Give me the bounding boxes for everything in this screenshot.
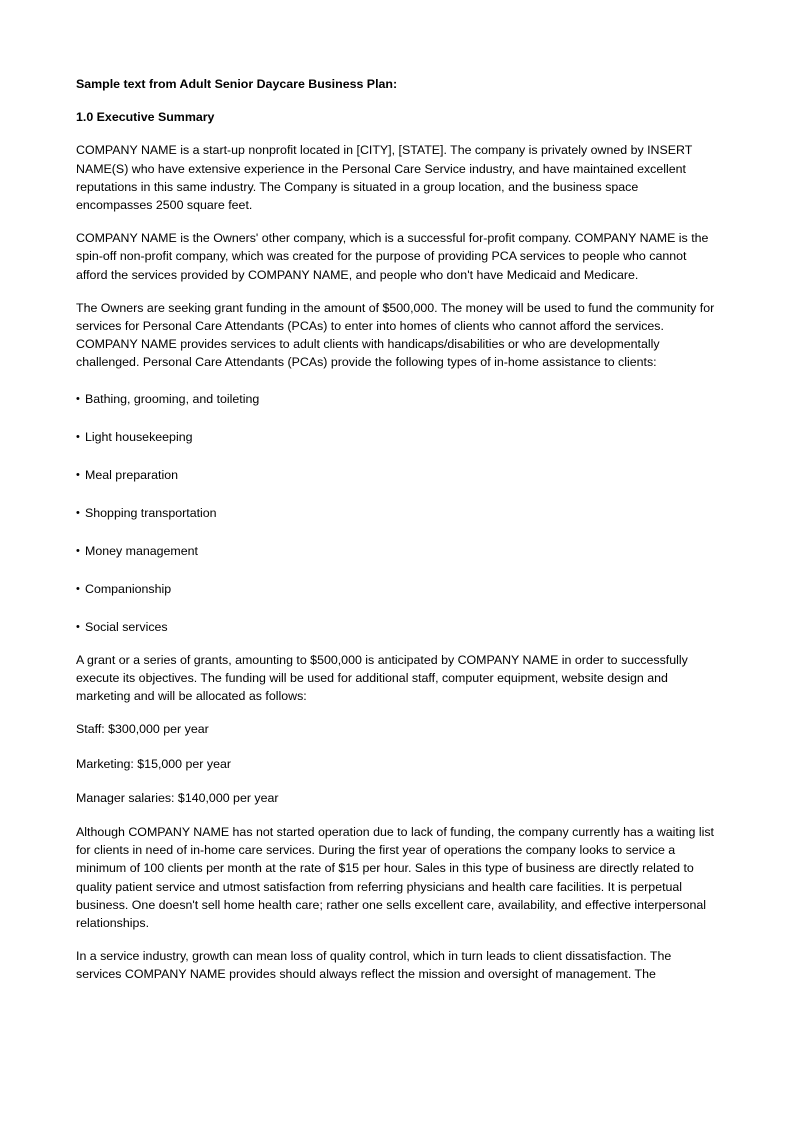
list-item-text: Social services	[85, 619, 168, 634]
list-item	[76, 542, 716, 560]
bullet-icon: •	[76, 544, 80, 557]
paragraph-owners-company: COMPANY NAME is the Owners' other company, which is a successful for-profit company. COMPANY NAME is the spin-off non-profit company, which was created for the purpose of providing PCA services to people who cannot afford the services provided by COMPANY NAME, and people who don't have Medicaid and Medicare.	[76, 231, 709, 282]
bullet-icon: •	[76, 582, 80, 595]
allocation-marketing: Marketing: $15,000 per year	[76, 756, 231, 771]
list-item-text: Bathing, grooming, and toileting	[85, 391, 260, 406]
list-item-text: Companionship	[85, 581, 172, 596]
list-item	[76, 466, 716, 484]
document-title: Sample text from Adult Senior Daycare Business Plan:	[76, 77, 398, 91]
paragraph-operations: Although COMPANY NAME has not started operation due to lack of funding, the company currently has a waiting list for clients in need of in-home care services. During the first year of operations the company looks to service a minimum of 100 clients per month at the rate of $15 per hour. Sales in this type of business are directly related to quality patient service and utmost satisfaction from referring physicians and health care facilities. It is perpetual business. One doesn't sell home health care; rather one sells excellent care, availability, and effective interpersonal relationships.	[76, 825, 714, 931]
services-list	[76, 390, 716, 636]
bullet-icon: •	[76, 620, 80, 633]
document-page	[76, 75, 716, 999]
list-item-text: Light housekeeping	[85, 429, 193, 444]
list-item-text: Shopping transportation	[85, 505, 217, 520]
list-item	[76, 580, 716, 598]
paragraph-grant-allocation: A grant or a series of grants, amounting to $500,000 is anticipated by COMPANY NAME in order to successfully execute its objectives. The funding will be used for additional staff, computer equipment, website design and marketing and will be allocated as follows:	[76, 652, 688, 704]
allocation-staff: Staff: $300,000 per year	[76, 722, 209, 737]
bullet-icon: •	[76, 430, 80, 443]
list-item-text: Meal preparation	[85, 467, 178, 482]
list-item-text: Money management	[85, 543, 198, 558]
allocation-manager-salaries: Manager salaries: $140,000 per year	[76, 790, 279, 805]
list-item	[76, 428, 716, 446]
paragraph-company-overview: COMPANY NAME is a start-up nonprofit located in [CITY], [STATE]. The company is privately owned by INSERT NAME(S) who have extensive experience in the Personal Care Service industry, and have maintained excellent reputations in this same industry. The Company is situated in a group location, and the business space encompasses 2500 square feet.	[76, 143, 693, 213]
list-item	[76, 618, 716, 636]
list-item	[76, 504, 716, 522]
bullet-icon: •	[76, 468, 80, 481]
paragraph-service-industry: In a service industry, growth can mean loss of quality control, which in turn leads to client dissatisfaction. The services COMPANY NAME provides should always reflect the mission and oversight of management. The	[76, 949, 672, 982]
list-item	[76, 390, 716, 408]
section-heading: 1.0 Executive Summary	[76, 110, 215, 125]
bullet-icon: •	[76, 506, 80, 519]
paragraph-grant-funding: The Owners are seeking grant funding in the amount of $500,000. The money will be used to fund the community for services for Personal Care Attendants (PCAs) to enter into homes of clients who cannot afford the services. COMPANY NAME provides services to adult clients with handicaps/disabilities or who are developmentally challenged. Personal Care Attendants (PCAs) provide the following types of in-home assistance to clients:	[76, 300, 715, 370]
bullet-icon: •	[76, 392, 80, 405]
